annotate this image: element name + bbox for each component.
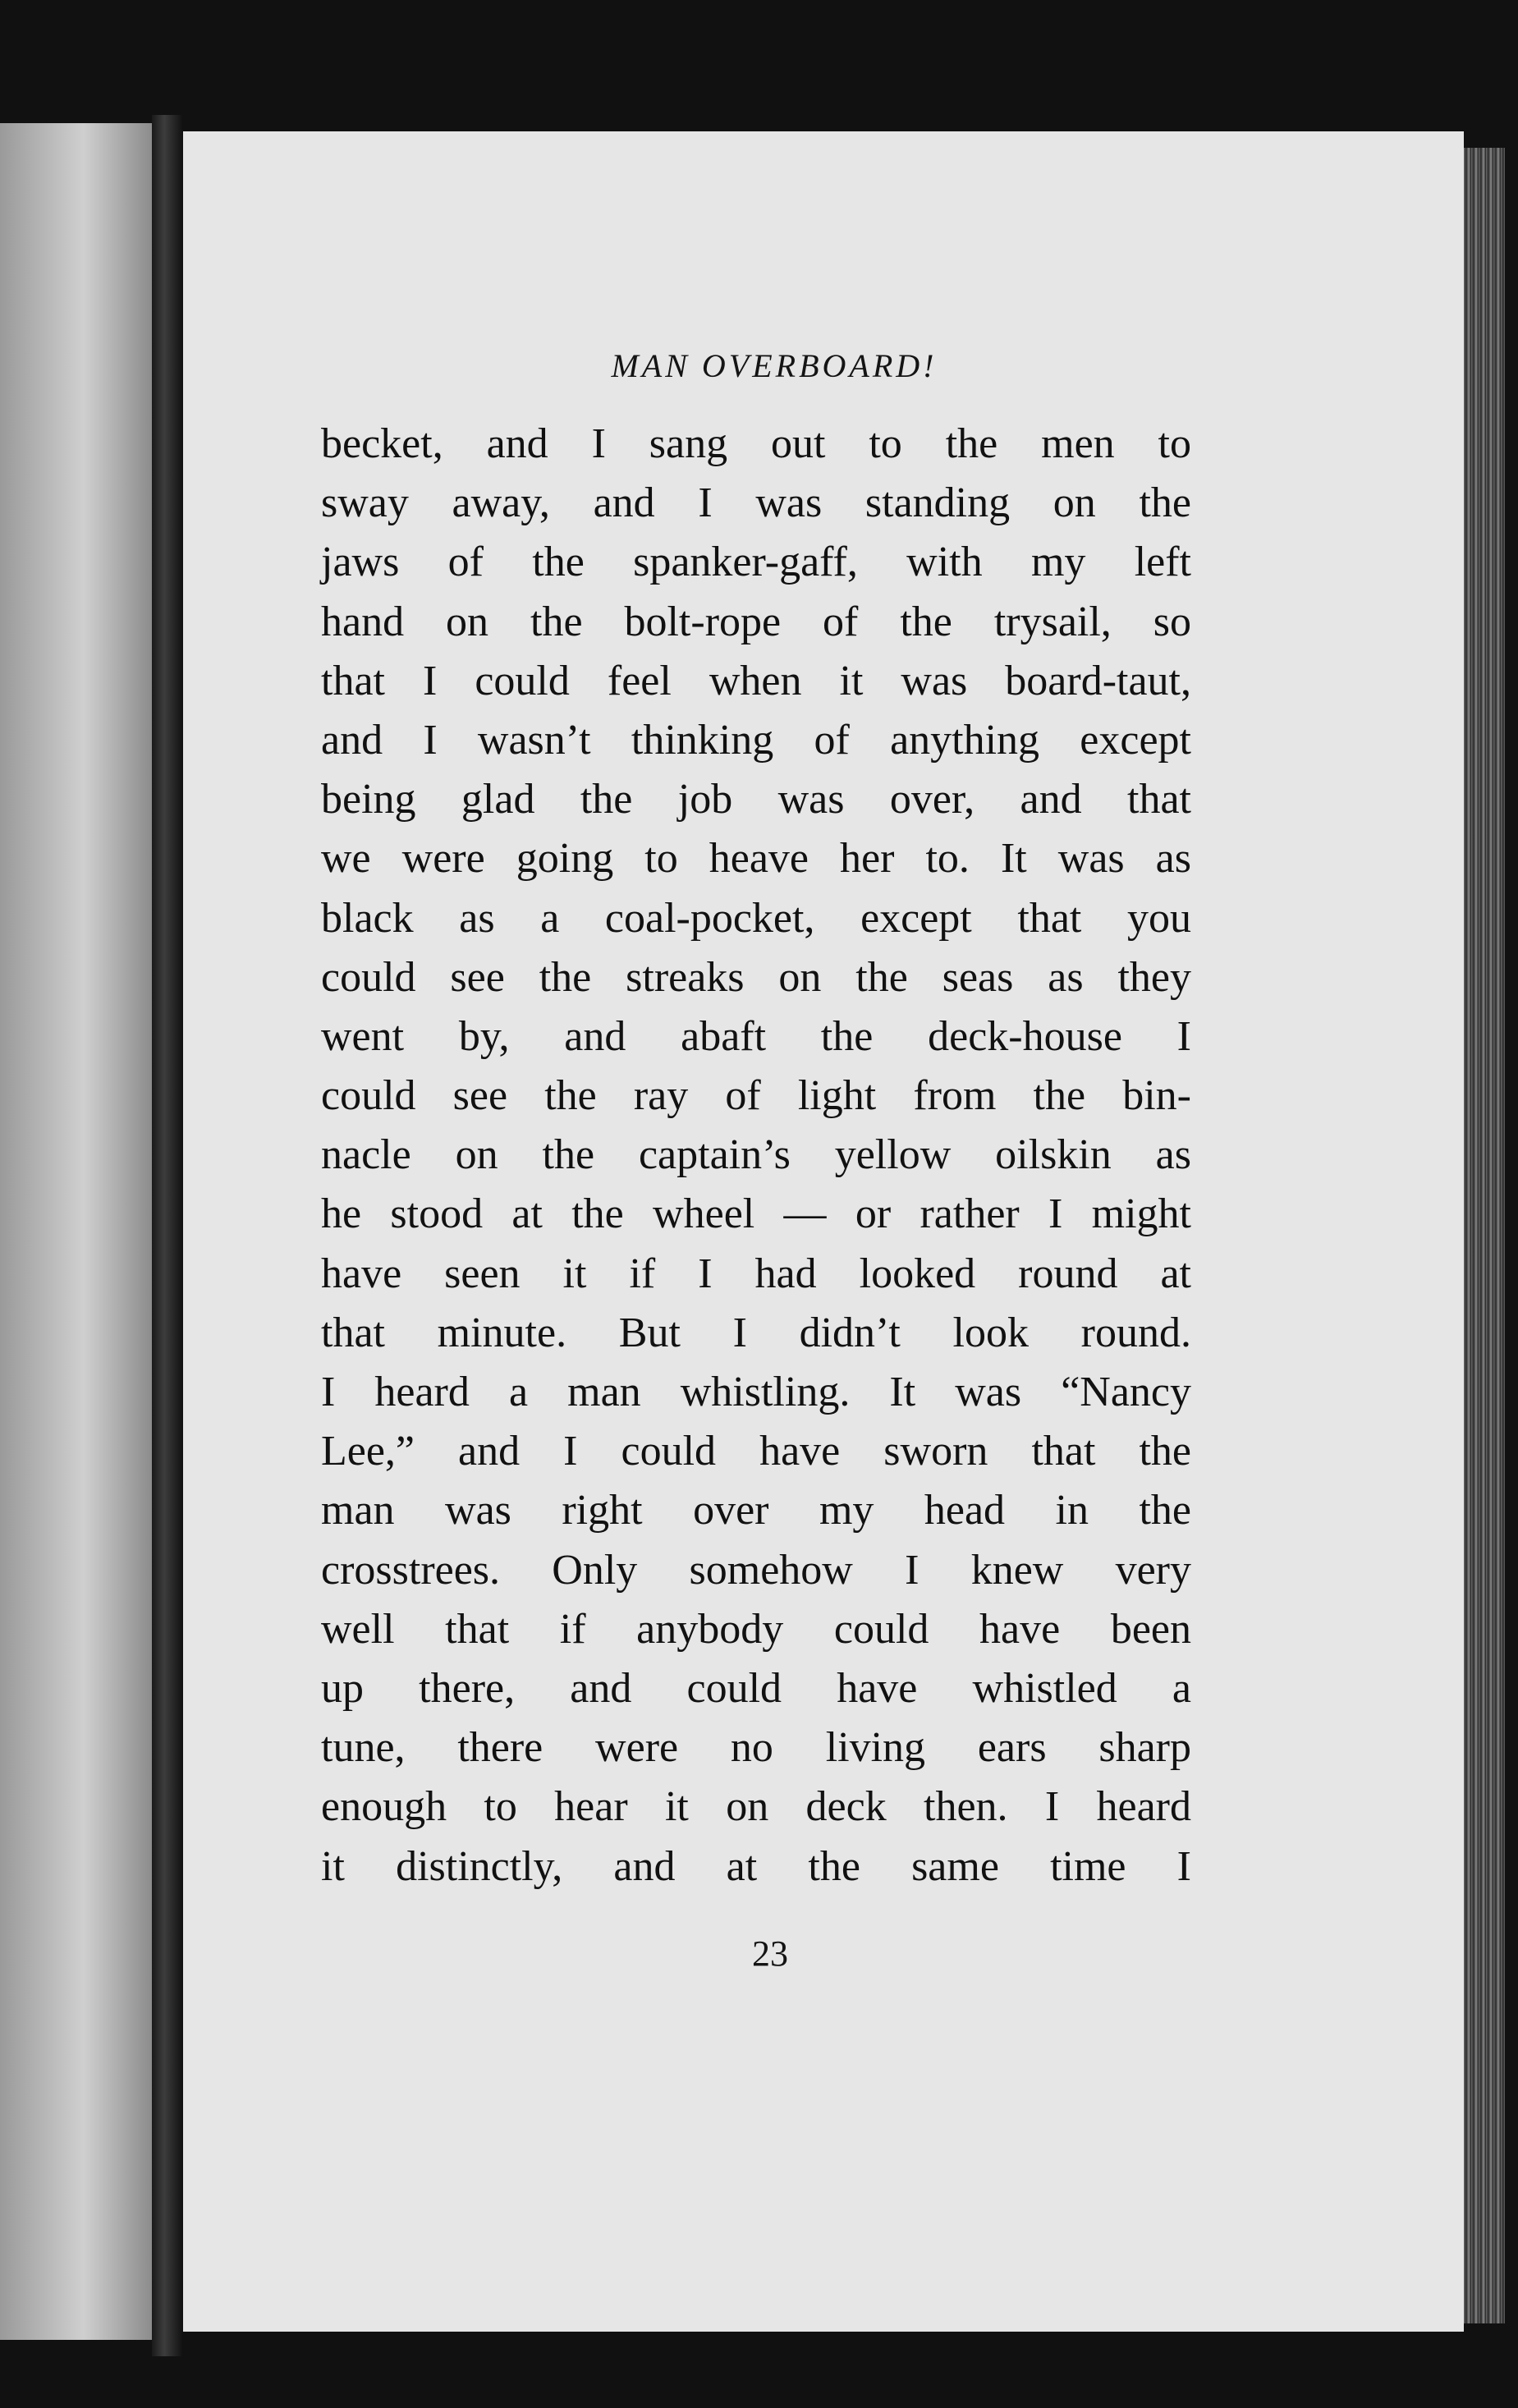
text-line: hand on the bolt-rope of the trysail, so — [321, 598, 1191, 645]
text-line: Lee,” and I could have sworn that the — [321, 1428, 1191, 1475]
text-line: have seen it if I had looked round at — [321, 1250, 1191, 1297]
text-line: could see the streaks on the seas as they — [321, 953, 1191, 1001]
text-line: being glad the job was over, and that — [321, 776, 1191, 823]
text-line: we were going to heave her to. It was as — [321, 835, 1191, 883]
text-line: sway away, and I was standing on the — [321, 479, 1191, 527]
text-line: I heard a man whistling. It was “Nancy — [321, 1369, 1191, 1415]
text-line: tune, there were no living ears sharp — [321, 1724, 1191, 1772]
page-number: 23 — [752, 1933, 788, 1974]
book-page — [183, 131, 1464, 2332]
text-line: up there, and could have whistled a — [321, 1664, 1191, 1712]
text-line: nacle on the captain’s yellow oilskin as — [321, 1131, 1191, 1179]
text-line: crosstrees. Only somehow I knew very — [321, 1546, 1191, 1594]
text-line: it distinctly, and at the same time I — [321, 1842, 1191, 1890]
text-line: enough to hear it on deck then. I heard — [321, 1783, 1191, 1831]
left-page-edge — [0, 123, 152, 2340]
text-line: that minute. But I didn’t look round. — [321, 1309, 1191, 1356]
text-line: well that if anybody could have been — [321, 1605, 1191, 1653]
page-stack-edge — [1464, 148, 1505, 2323]
text-line: jaws of the spanker-gaff, with my left — [321, 539, 1191, 586]
text-line: that I could feel when it was board-taut, — [321, 657, 1191, 704]
text-line: could see the ray of light from the bin- — [321, 1072, 1191, 1120]
text-line: he stood at the wheel — or rather I might — [321, 1190, 1191, 1238]
text-line: man was right over my head in the — [321, 1487, 1191, 1534]
running-head: MAN OVERBOARD! — [611, 347, 938, 384]
text-line: and I wasn’t thinking of anything except — [321, 716, 1191, 764]
text-line: black as a coal-pocket, except that you — [321, 894, 1191, 942]
body-text — [321, 415, 1191, 1897]
text-line: becket, and I sang out to the men to — [321, 420, 1191, 467]
book-gutter — [152, 115, 183, 2356]
text-line: went by, and abaft the deck-house I — [321, 1012, 1191, 1060]
